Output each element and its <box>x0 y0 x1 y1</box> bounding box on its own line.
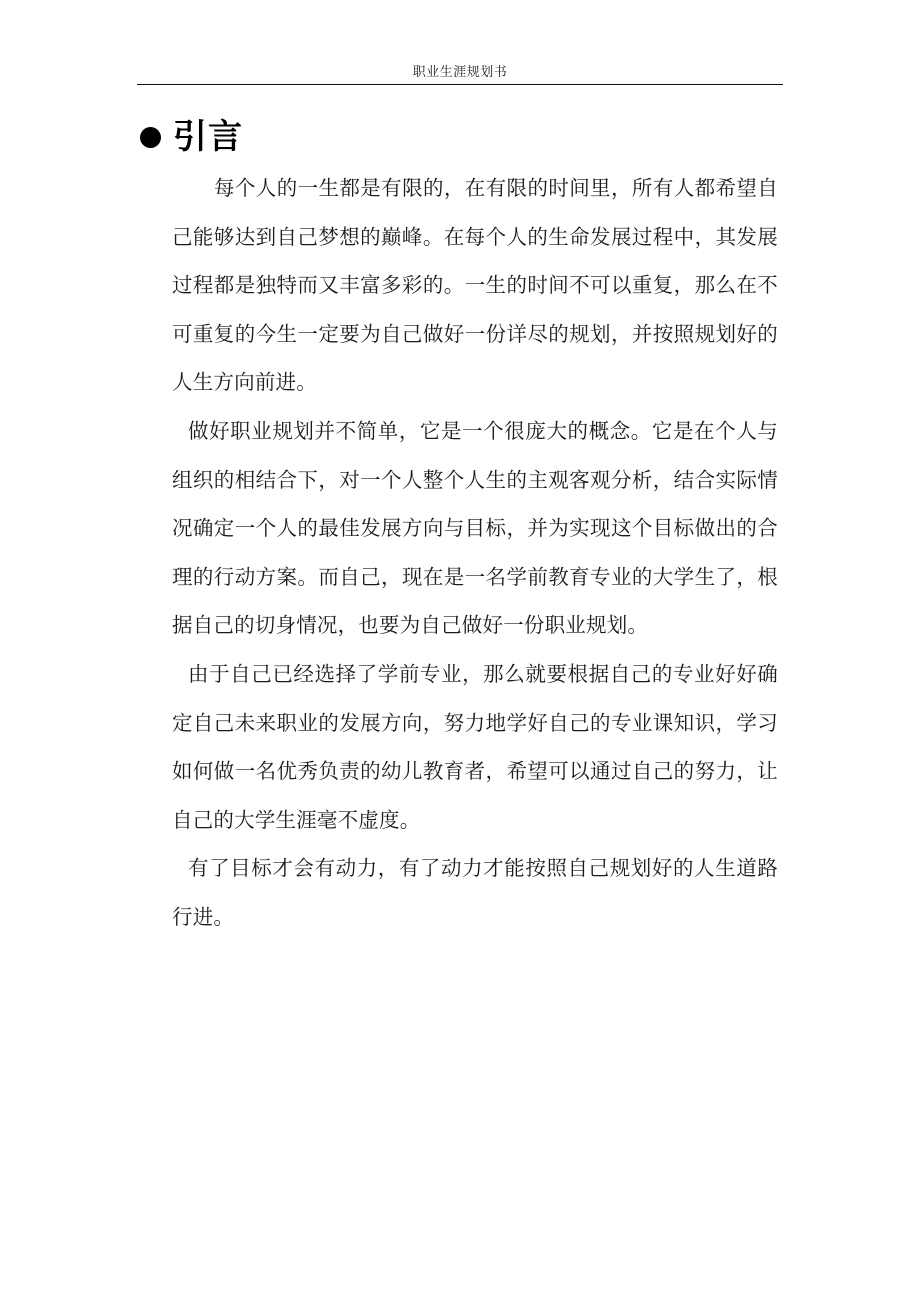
header-divider <box>137 84 783 85</box>
bullet-icon <box>140 127 161 148</box>
section-title: 引言 <box>173 117 243 157</box>
paragraph-1: 每个人的一生都是有限的，在有限的时间里，所有人都希望自己能够达到自己梦想的巅峰。在每个人的生命发展过程中，其发展过程都是独特而又丰富多彩的。一生的时间不可以重复，那么在不可重复的今生一定要为自己做好一份详尽的规划，并按照规划好的人生方向前进。 <box>172 176 778 395</box>
running-header: 职业生涯规划书 <box>412 65 508 80</box>
section-heading <box>140 112 243 162</box>
paragraph-4: 有了目标才会有动力，有了动力才能按照自己规划好的人生道路行进。 <box>172 856 778 929</box>
body-text <box>172 164 778 942</box>
paragraph-2: 做好职业规划并不简单，它是一个很庞大的概念。它是在个人与组织的相结合下，对一个人整个人生的主观客观分析，结合实际情况确定一个人的最佳发展方向与目标，并为实现这个目标做出的合理的行动方案。而自己，现在是一名学前教育专业的大学生了，根据自己的切身情况，也要为自己做好一份职业规划。 <box>172 418 778 638</box>
paragraph-3: 由于自己已经选择了学前专业，那么就要根据自己的专业好好确定自己未来职业的发展方向，努力地学好自己的专业课知识，学习如何做一名优秀负责的幼儿教育者，希望可以通过自己的努力，让自己的大学生涯毫不虚度。 <box>172 661 778 832</box>
